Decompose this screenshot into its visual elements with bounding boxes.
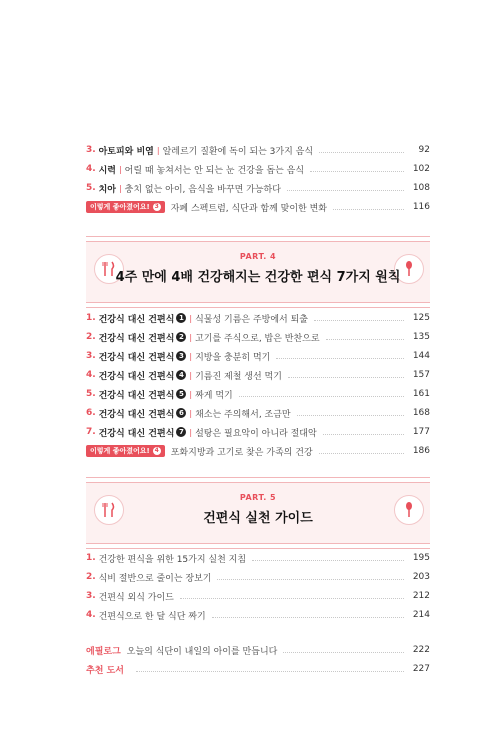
toc-entry[interactable] [86, 587, 430, 605]
leader-dots [326, 339, 404, 340]
entry-number: 7. [86, 427, 96, 437]
part-label: PART. 4 [239, 252, 277, 261]
toc-entry[interactable] [86, 549, 430, 567]
page-number: 108 [412, 183, 430, 193]
recommend-label: 추천 도서 [86, 665, 124, 676]
separator: | [189, 408, 193, 418]
entry-label: 치아 [98, 184, 116, 195]
separator: | [118, 164, 122, 174]
entry-desc: 고기를 주식으로, 밥은 반찬으로 [195, 333, 320, 344]
toc-entry[interactable] [86, 385, 430, 403]
page-number: 186 [412, 446, 430, 456]
entry-desc: 충치 없는 아이, 음식을 바꾸면 가능하다 [124, 184, 281, 195]
toc-entry[interactable] [86, 606, 430, 624]
leader-dots [287, 190, 404, 191]
page-number: 222 [412, 645, 430, 655]
page-number: 203 [412, 572, 430, 582]
leader-dots [323, 434, 404, 435]
toc-entry[interactable] [86, 160, 430, 178]
entry-desc: 알레르기 질환에 독이 되는 3가지 음식 [162, 146, 314, 157]
page-number: 116 [412, 202, 430, 212]
leader-dots [180, 598, 404, 599]
circled-number: 4 [176, 370, 186, 380]
entry-number: 4. [86, 610, 96, 620]
entry-desc: 건편식 외식 가이드 [98, 592, 174, 603]
page-number: 195 [412, 553, 430, 563]
entry-number: 3. [86, 591, 96, 601]
entry-number: 5. [86, 183, 96, 193]
separator: | [189, 313, 193, 323]
leader-dots [319, 152, 404, 153]
page-number: 227 [412, 664, 430, 674]
entry-desc: 오늘의 식단이 내일의 아이를 만듭니다 [126, 646, 278, 657]
page-number: 144 [412, 351, 430, 361]
separator: | [189, 389, 193, 399]
badge-number: 4 [154, 447, 159, 454]
leader-dots [276, 358, 404, 359]
entry-desc: 설탕은 필요악이 아니라 절대악 [195, 428, 317, 439]
part-stripe-bottom [86, 302, 430, 308]
entry-desc: 짜게 먹기 [195, 390, 233, 401]
leader-dots [283, 652, 404, 653]
separator: | [189, 427, 193, 437]
entry-label: 건강식 대신 건편식 [98, 333, 175, 344]
improvement-badge: 이렇게 좋아졌어요! 3 [86, 201, 165, 213]
entry-number: 3. [86, 145, 96, 155]
entry-number: 4. [86, 164, 96, 174]
entry-label: 건강식 대신 건편식 [98, 314, 175, 325]
circled-number: 6 [176, 408, 186, 418]
toc-entry[interactable] [86, 347, 430, 365]
badge-number: 3 [154, 203, 159, 210]
entry-label: 시력 [98, 165, 116, 176]
leader-dots [288, 377, 404, 378]
part-title: 건편식 실천 가이드 [203, 511, 313, 526]
separator: | [189, 332, 193, 342]
page-number: 212 [412, 591, 430, 601]
part-label: PART. 5 [239, 493, 277, 502]
entry-desc: 식비 절반으로 줄이는 장보기 [98, 573, 212, 584]
entry-desc: 기름진 제철 생선 먹기 [195, 371, 282, 382]
page-number: 157 [412, 370, 430, 380]
leader-dots [136, 671, 404, 672]
page-number: 135 [412, 332, 430, 342]
page-number: 214 [412, 610, 430, 620]
leader-dots [310, 171, 404, 172]
improvement-badge: 이렇게 좋아졌어요! 4 [86, 445, 165, 457]
entry-label: 건강식 대신 건편식 [98, 352, 175, 363]
part-title: 4주 만에 4배 건강해지는 건강한 편식 7가지 원칙 [115, 270, 401, 285]
entry-label: 건강식 대신 건편식 [98, 390, 175, 401]
circled-number: 3 [176, 351, 186, 361]
entry-desc: 건편식으로 한 달 식단 짜기 [98, 611, 206, 622]
entry-number: 5. [86, 389, 96, 399]
toc-entry[interactable] [86, 309, 430, 327]
toc-entry[interactable] [86, 328, 430, 346]
entry-desc: 자폐 스펙트럼, 식단과 함께 맞이한 변화 [170, 203, 328, 214]
entry-number: 3. [86, 351, 96, 361]
toc-extra-entry[interactable] [86, 198, 430, 216]
entry-desc: 건강한 편식을 위한 15가지 실천 지침 [98, 554, 247, 565]
toc-epilogue[interactable] [86, 641, 430, 659]
circled-number: 7 [176, 427, 186, 437]
entry-desc: 채소는 주의해서, 조금만 [195, 409, 291, 420]
toc-extra-entry[interactable] [86, 442, 430, 460]
leader-dots [319, 453, 404, 454]
separator: | [189, 370, 193, 380]
leader-dots [217, 579, 404, 580]
page-number: 168 [412, 408, 430, 418]
page-number: 125 [412, 313, 430, 323]
leader-dots [212, 617, 404, 618]
toc-entry[interactable] [86, 423, 430, 441]
entry-desc: 포화지방과 고기로 찾은 가족의 건강 [170, 447, 313, 458]
entry-number: 2. [86, 332, 96, 342]
entry-label: 건강식 대신 건편식 [98, 428, 175, 439]
toc-entry[interactable] [86, 141, 430, 159]
separator: | [118, 183, 122, 193]
page-number: 92 [418, 145, 430, 155]
toc-entry[interactable] [86, 179, 430, 197]
leader-dots [297, 415, 404, 416]
leader-dots [252, 560, 404, 561]
entry-number: 1. [86, 553, 96, 563]
leader-dots [239, 396, 404, 397]
entry-desc: 어릴 때 놓쳐서는 안 되는 눈 건강을 돕는 음식 [124, 165, 305, 176]
separator: | [189, 351, 193, 361]
page-number: 102 [412, 164, 430, 174]
page-number: 177 [412, 427, 430, 437]
entry-number: 1. [86, 313, 96, 323]
entry-number: 2. [86, 572, 96, 582]
circled-number: 2 [176, 332, 186, 342]
toc-recommend[interactable] [86, 660, 430, 678]
page-number: 161 [412, 389, 430, 399]
entry-label: 건강식 대신 건편식 [98, 409, 175, 420]
epilogue-label: 에필로그 [86, 646, 121, 657]
circled-number: 1 [176, 313, 186, 323]
toc-entry[interactable] [86, 568, 430, 586]
leader-dots [314, 320, 404, 321]
entry-number: 6. [86, 408, 96, 418]
entry-label: 건강식 대신 건편식 [98, 371, 175, 382]
toc-entry[interactable] [86, 404, 430, 422]
leader-dots [333, 209, 404, 210]
entry-desc: 지방을 충분히 먹기 [195, 352, 271, 363]
toc-entry[interactable] [86, 366, 430, 384]
entry-label: 아토피와 비염 [98, 146, 154, 157]
entry-number: 4. [86, 370, 96, 380]
circled-number: 5 [176, 389, 186, 399]
separator: | [156, 145, 160, 155]
entry-desc: 식물성 기름은 주방에서 퇴출 [195, 314, 309, 325]
